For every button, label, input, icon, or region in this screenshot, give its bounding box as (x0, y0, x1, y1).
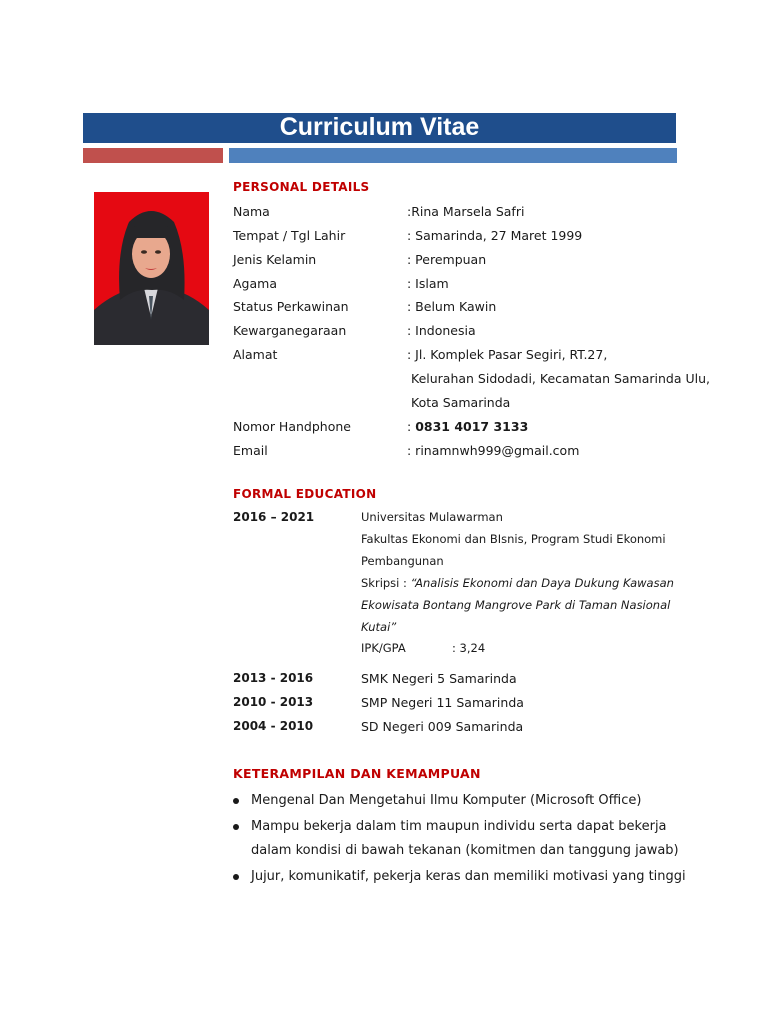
school-years-smp: 2010 - 2013 (233, 695, 314, 709)
personal-details-heading: PERSONAL DETAILS (233, 180, 370, 194)
label-nama: Nama (233, 204, 270, 219)
value-nama: :Rina Marsela Safri (407, 204, 525, 219)
profile-photo (94, 192, 209, 345)
university-name: Universitas Mulawarman (361, 510, 503, 524)
school-years-sd: 2004 - 2010 (233, 719, 314, 733)
label-alamat: Alamat (233, 347, 278, 362)
value-kewarganegaraan: : Indonesia (407, 323, 476, 338)
formal-education-heading: FORMAL EDUCATION (233, 487, 377, 501)
portrait-image (94, 192, 209, 345)
thesis-title-part1: “Analisis Ekonomi dan Daya Dukung Kawasan (410, 576, 674, 590)
label-jenis-kelamin: Jenis Kelamin (233, 252, 317, 267)
school-years-smk: 2013 - 2016 (233, 671, 314, 685)
label-nomor-handphone: Nomor Handphone (233, 419, 351, 434)
skill-item (233, 793, 641, 808)
university-faculty-line2: Pembangunan (361, 554, 444, 568)
value-agama: : Islam (407, 276, 449, 291)
value-jenis-kelamin: : Perempuan (407, 252, 487, 267)
school-name-sd: SD Negeri 009 Samarinda (361, 719, 524, 734)
skill-text: Mengenal Dan Mengetahui Ilmu Komputer (Microsoft Office) (251, 793, 642, 808)
bullet-icon (233, 874, 239, 880)
value-nomor-handphone (407, 419, 528, 434)
value-tempat-tgl-lahir: : Samarinda, 27 Maret 1999 (407, 228, 583, 243)
label-status-perkawinan: Status Perkawinan (233, 299, 349, 314)
value-alamat-line1: : Jl. Komplek Pasar Segiri, RT.27, (407, 347, 608, 362)
label-agama: Agama (233, 276, 277, 291)
gpa-label: IPK/GPA (361, 641, 406, 655)
skill-text: Jujur, komunikatif, pekerja keras dan memiliki motivasi yang tinggi (251, 869, 686, 884)
bullet-icon (233, 824, 239, 830)
value-status-perkawinan: : Belum Kawin (407, 299, 497, 314)
bullet-icon (233, 798, 239, 804)
gpa-value: : 3,24 (452, 641, 486, 655)
university-faculty-line1: Fakultas Ekonomi dan BIsnis, Program Studi Ekonomi (361, 532, 666, 546)
label-tempat-tgl-lahir: Tempat / Tgl Lahir (233, 228, 346, 243)
thesis-line3: Kutai” (361, 620, 397, 634)
accent-stripe-red (83, 148, 223, 163)
title-bar (83, 113, 676, 143)
phone-number: 0831 4017 3133 (415, 419, 529, 434)
value-alamat-line3: Kota Samarinda (411, 395, 511, 410)
university-years: 2016 – 2021 (233, 510, 315, 524)
phone-prefix: : (407, 419, 416, 434)
thesis-line2: Ekowisata Bontang Mangrove Park di Taman Nasional (361, 598, 671, 612)
label-email: Email (233, 443, 268, 458)
skill-item (233, 869, 686, 884)
accent-stripe-blue (229, 148, 677, 163)
document-title: Curriculum Vitae (279, 113, 480, 141)
school-name-smp: SMP Negeri 11 Samarinda (361, 695, 524, 710)
school-name-smk: SMK Negeri 5 Samarinda (361, 671, 517, 686)
label-kewarganegaraan: Kewarganegaraan (233, 323, 347, 338)
value-alamat-line2: Kelurahan Sidodadi, Kecamatan Samarinda Ulu, (411, 371, 711, 386)
skill-text-continued: dalam kondisi di bawah tekanan (komitmen dan tanggung jawab) (251, 843, 679, 858)
skill-item (233, 819, 667, 834)
skill-text: Mampu bekerja dalam tim maupun individu serta dapat bekerja (251, 819, 667, 834)
value-email: : rinamnwh999@gmail.com (407, 443, 580, 458)
skills-heading: KETERAMPILAN DAN KEMAMPUAN (233, 766, 481, 781)
thesis-line1 (361, 576, 674, 590)
thesis-prefix: Skripsi : (361, 576, 411, 590)
